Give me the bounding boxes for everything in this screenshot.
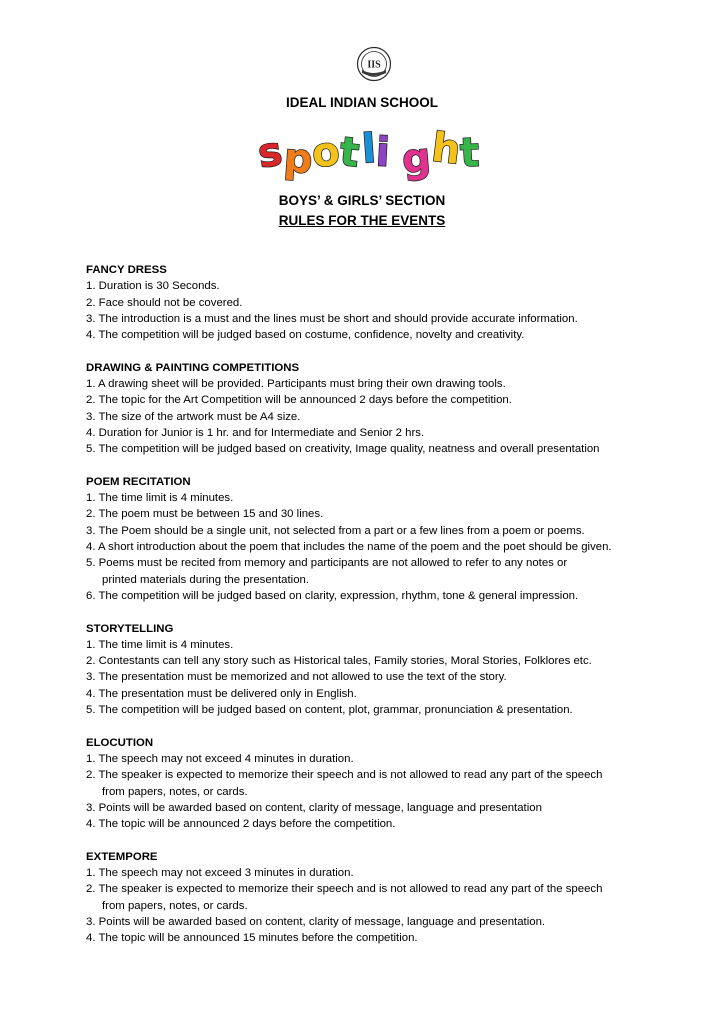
banner-letter: i — [374, 129, 391, 177]
rules-section — [86, 621, 716, 719]
rule-item: 4. Duration for Junior is 1 hr. and for Intermediate and Senior 2 hrs. — [86, 426, 425, 439]
rule-item: 1. The time limit is 4 minutes. — [86, 492, 234, 505]
rule-item: 2. Face should not be covered. — [86, 296, 243, 309]
banner-letter: t — [337, 128, 362, 177]
section-heading: EXTEMPORE — [86, 850, 158, 863]
rules-section — [86, 849, 716, 947]
rule-item: 4. A short introduction about the poem that includes the name of the poem and the poet should be given. — [86, 541, 612, 554]
rule-continuation: printed materials during the presentation. — [102, 573, 310, 586]
rule-item: 3. The size of the artwork must be A4 size. — [86, 410, 301, 423]
banner-letter: t — [458, 129, 481, 177]
banner-letter: h — [429, 124, 464, 174]
rule-item: 3. The Poem should be a single unit, not selected from a part or a few lines from a poem or poems. — [86, 524, 585, 537]
rule-item: 5. Poems must be recited from memory and participants are not allowed to refer to any notes or — [86, 557, 568, 570]
rule-item: 1. The speech may not exceed 4 minutes in duration. — [86, 752, 354, 765]
banner-letter: s — [255, 128, 286, 178]
rule-item: 2. The speaker is expected to memorize their speech and is not allowed to read any part of the speech — [86, 883, 603, 896]
section-heading: FANCY DRESS — [86, 264, 167, 276]
school-name: IDEAL INDIAN SCHOOL — [285, 95, 438, 110]
banner-letter: p — [282, 135, 315, 184]
section-heading: POEM RECITATION — [86, 475, 191, 488]
section-heading: ELOCUTION — [86, 736, 154, 749]
rule-item: 1. The time limit is 4 minutes. — [86, 638, 234, 651]
rule-item: 2. The poem must be between 15 and 30 lines. — [86, 508, 324, 521]
school-logo — [356, 46, 392, 82]
rule-item: 3. Points will be awarded based on content, clarity of message, language and presentation — [86, 801, 542, 814]
section-title: BOYS’ & GIRLS’ SECTION — [278, 193, 446, 208]
rule-continuation: from papers, notes, or cards. — [102, 785, 248, 798]
rule-item: 3. Points will be awarded based on content, clarity of message, language and presentation. — [86, 915, 546, 928]
rule-item: 2. The speaker is expected to memorize their speech and is not allowed to read any part of the speech — [86, 769, 603, 782]
rule-item: 6. The competition will be judged based on clarity, expression, rhythm, tone & general impression. — [86, 589, 579, 602]
spotlight-banner — [252, 116, 498, 186]
rule-item: 4. The competition will be judged based on costume, confidence, novelty and creativity. — [86, 329, 525, 342]
banner-letter: o — [309, 128, 342, 178]
rule-item: 1. The speech may not exceed 3 minutes in duration. — [86, 866, 354, 879]
rule-item: 5. The competition will be judged based on content, plot, grammar, pronunciation & presentation. — [86, 704, 573, 717]
rule-item: 4. The topic will be announced 15 minutes before the competition. — [86, 932, 418, 945]
banner-letter: g — [400, 134, 433, 183]
rules-title: RULES FOR THE EVENTS — [278, 213, 446, 228]
rule-continuation: from papers, notes, or cards. — [102, 899, 248, 912]
rules-section — [86, 474, 716, 604]
rule-item: 5. The competition will be judged based on creativity, Image quality, neatness and overall presentation — [86, 443, 600, 456]
section-heading: STORYTELLING — [86, 622, 174, 635]
banner-letter: l — [360, 125, 378, 173]
rules-section — [86, 735, 716, 833]
rule-item: 2. The topic for the Art Competition will be announced 2 days before the competition. — [86, 394, 512, 407]
svg-text:IIS: IIS — [367, 59, 381, 71]
rule-item: 4. The presentation must be delivered only in English. — [86, 687, 357, 700]
rules-section — [86, 360, 716, 458]
rule-item: 2. Contestants can tell any story such as Historical tales, Family stories, Moral Stories, Folklores etc. — [86, 655, 592, 668]
section-heading: DRAWING & PAINTING COMPETITIONS — [86, 361, 300, 374]
rule-item: 4. The topic will be announced 2 days before the competition. — [86, 818, 396, 831]
rule-item: 1. Duration is 30 Seconds. — [86, 280, 220, 293]
rules-content — [86, 262, 716, 963]
rules-section — [86, 262, 716, 343]
rule-item: 3. The introduction is a must and the lines must be short and should provide accurate information. — [86, 312, 578, 325]
rule-item: 1. A drawing sheet will be provided. Participants must bring their own drawing tools. — [86, 378, 506, 391]
rule-item: 3. The presentation must be memorized and not allowed to use the text of the story. — [86, 671, 507, 684]
